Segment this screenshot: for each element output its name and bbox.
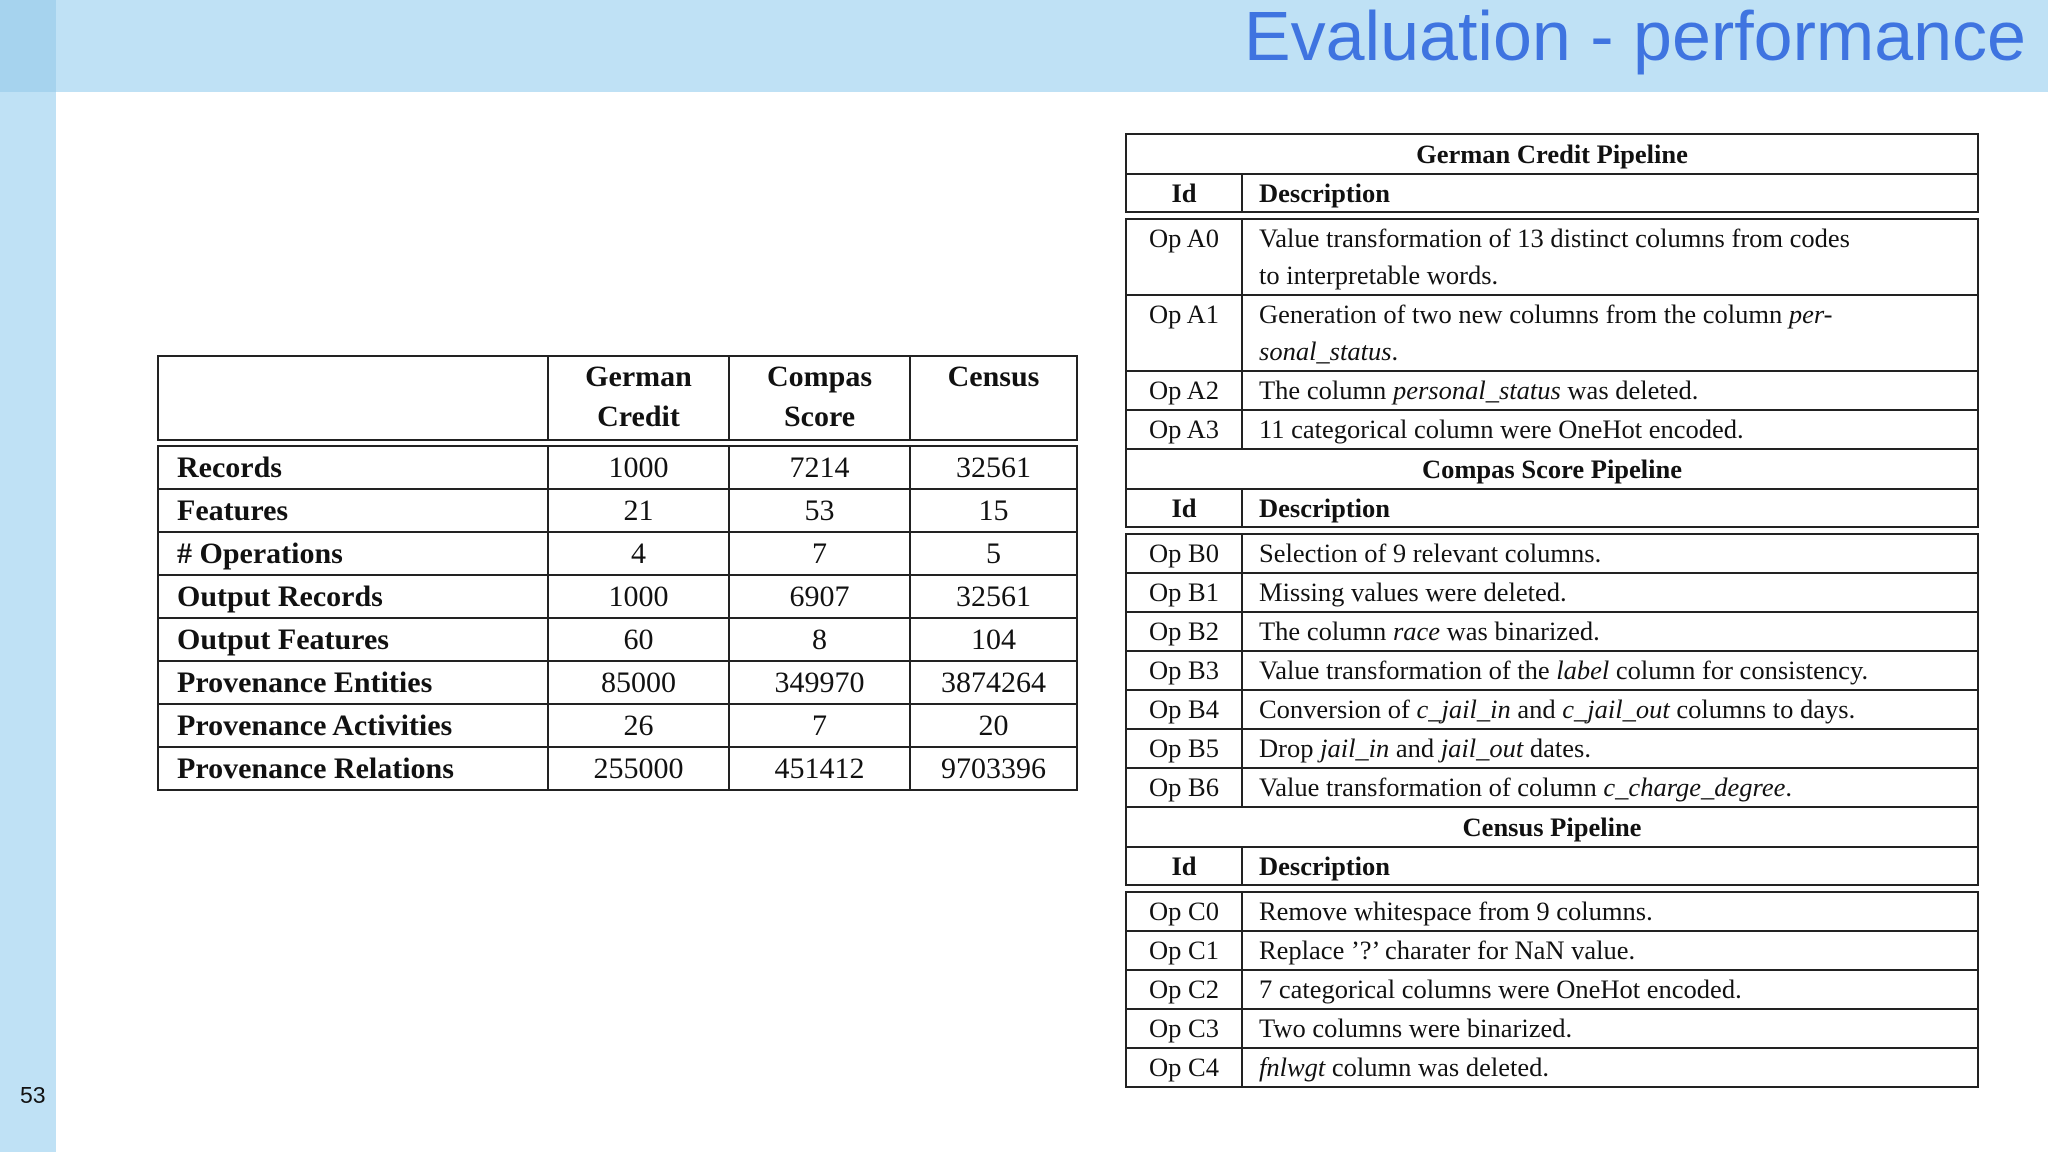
operation-description: Replace ’?’ charater for NaN value. — [1242, 931, 1978, 970]
stats-row-label: Features — [158, 489, 548, 532]
stats-row-label: Records — [158, 446, 548, 489]
operation-id: Op C2 — [1126, 970, 1242, 1009]
table-row — [1126, 970, 1978, 1009]
stats-cell: 21 — [548, 489, 729, 532]
stats-column-header-line: Compas — [766, 360, 872, 393]
table-row — [1126, 534, 1978, 573]
stats-column-header-line: Credit — [597, 400, 680, 433]
operation-description: Value transformation of the label column for consistency. — [1242, 651, 1978, 690]
operation-description: Drop jail_in and jail_out dates. — [1242, 729, 1978, 768]
stats-cell: 4 — [548, 532, 729, 575]
operation-id: Op A1 — [1126, 295, 1242, 371]
table-row — [1126, 612, 1978, 651]
table-row — [1126, 410, 1978, 449]
stats-row-label: Provenance Entities — [158, 661, 548, 704]
operation-id: Op A2 — [1126, 371, 1242, 410]
table-row — [158, 532, 1077, 575]
table-row — [1126, 690, 1978, 729]
table-row — [1126, 219, 1978, 295]
stats-cell: 104 — [910, 618, 1077, 661]
table-row — [158, 747, 1077, 790]
operation-id: Op C3 — [1126, 1009, 1242, 1048]
table-row — [1126, 371, 1978, 410]
stats-cell: 53 — [729, 489, 910, 532]
operation-id: Op B6 — [1126, 768, 1242, 807]
table-row — [1126, 729, 1978, 768]
operation-description: Remove whitespace from 9 columns. — [1242, 892, 1978, 931]
operation-description: 7 categorical columns were OneHot encoded. — [1242, 970, 1978, 1009]
description-column-header: Description — [1242, 489, 1978, 527]
stats-cell: 6907 — [729, 575, 910, 618]
page-number: 53 — [20, 1082, 46, 1108]
stats-column-header-line: Score — [783, 400, 856, 433]
table-row — [1126, 931, 1978, 970]
stats-column-header — [729, 356, 910, 440]
table-row — [1126, 1048, 1978, 1087]
pipeline-section-title: German Credit Pipeline — [1126, 134, 1978, 174]
stats-cell: 255000 — [548, 747, 729, 790]
table-row — [1126, 295, 1978, 371]
operation-description: fnlwgt column was deleted. — [1242, 1048, 1978, 1087]
operation-id: Op B0 — [1126, 534, 1242, 573]
stats-column-header-line: Census — [947, 360, 1040, 393]
stats-cell: 15 — [910, 489, 1077, 532]
pipeline-section-title: Census Pipeline — [1126, 807, 1978, 847]
stats-row-label: Provenance Activities — [158, 704, 548, 747]
operation-id: Op B4 — [1126, 690, 1242, 729]
operation-description: Value transformation of 13 distinct columns from codes to interpretable words. — [1242, 219, 1978, 295]
id-column-header: Id — [1126, 847, 1242, 885]
table-row — [158, 489, 1077, 532]
stats-cell: 9703396 — [910, 747, 1077, 790]
stats-row-label: Provenance Relations — [158, 747, 548, 790]
stats-row-label: # Operations — [158, 532, 548, 575]
operation-description: Selection of 9 relevant columns. — [1242, 534, 1978, 573]
operation-id: Op A0 — [1126, 219, 1242, 295]
operation-id: Op B2 — [1126, 612, 1242, 651]
pipeline-operations-table — [1125, 133, 1979, 1088]
stats-cell: 3874264 — [910, 661, 1077, 704]
stats-cell: 32561 — [910, 446, 1077, 489]
table-row — [158, 618, 1077, 661]
stats-row-label: Output Records — [158, 575, 548, 618]
operation-id: Op B1 — [1126, 573, 1242, 612]
stats-cell: 7214 — [729, 446, 910, 489]
corner-block — [0, 0, 56, 92]
operation-description: 11 categorical column were OneHot encoded. — [1242, 410, 1978, 449]
operation-description: Value transformation of column c_charge_degree. — [1242, 768, 1978, 807]
stats-cell: 20 — [910, 704, 1077, 747]
table-row — [158, 575, 1077, 618]
operation-id: Op C4 — [1126, 1048, 1242, 1087]
stats-cell: 349970 — [729, 661, 910, 704]
left-sidebar — [0, 0, 56, 1152]
dataset-stats-table — [157, 355, 1078, 791]
stats-cell: 7 — [729, 704, 910, 747]
operation-id: Op A3 — [1126, 410, 1242, 449]
operation-description: Two columns were binarized. — [1242, 1009, 1978, 1048]
operation-id: Op B5 — [1126, 729, 1242, 768]
table-row — [158, 704, 1077, 747]
pipeline-section-title: Compas Score Pipeline — [1126, 449, 1978, 489]
stats-cell: 8 — [729, 618, 910, 661]
stats-cell: 5 — [910, 532, 1077, 575]
stats-cell: 60 — [548, 618, 729, 661]
stats-header-blank — [158, 356, 548, 440]
table-row — [158, 661, 1077, 704]
stats-cell: 451412 — [729, 747, 910, 790]
operation-description: The column personal_status was deleted. — [1242, 371, 1978, 410]
slide-title: Evaluation - performance — [1243, 0, 2026, 75]
id-column-header: Id — [1126, 174, 1242, 212]
stats-cell: 32561 — [910, 575, 1077, 618]
stats-column-header — [910, 356, 1077, 440]
operation-description: Conversion of c_jail_in and c_jail_out columns to days. — [1242, 690, 1978, 729]
description-column-header: Description — [1242, 174, 1978, 212]
operation-description: Generation of two new columns from the column per- sonal_status. — [1242, 295, 1978, 371]
operation-id: Op C1 — [1126, 931, 1242, 970]
table-row — [1126, 651, 1978, 690]
table-row — [158, 446, 1077, 489]
table-row — [1126, 1009, 1978, 1048]
stats-cell: 1000 — [548, 446, 729, 489]
stats-column-header-line: German — [585, 360, 692, 393]
operation-description: Missing values were deleted. — [1242, 573, 1978, 612]
stats-cell: 26 — [548, 704, 729, 747]
operation-id: Op C0 — [1126, 892, 1242, 931]
operation-id: Op B3 — [1126, 651, 1242, 690]
table-row — [1126, 573, 1978, 612]
stats-column-header — [548, 356, 729, 440]
stats-cell: 85000 — [548, 661, 729, 704]
stats-row-label: Output Features — [158, 618, 548, 661]
id-column-header: Id — [1126, 489, 1242, 527]
table-row — [1126, 892, 1978, 931]
description-column-header: Description — [1242, 847, 1978, 885]
stats-cell: 7 — [729, 532, 910, 575]
table-row — [1126, 768, 1978, 807]
stats-cell: 1000 — [548, 575, 729, 618]
operation-description: The column race was binarized. — [1242, 612, 1978, 651]
